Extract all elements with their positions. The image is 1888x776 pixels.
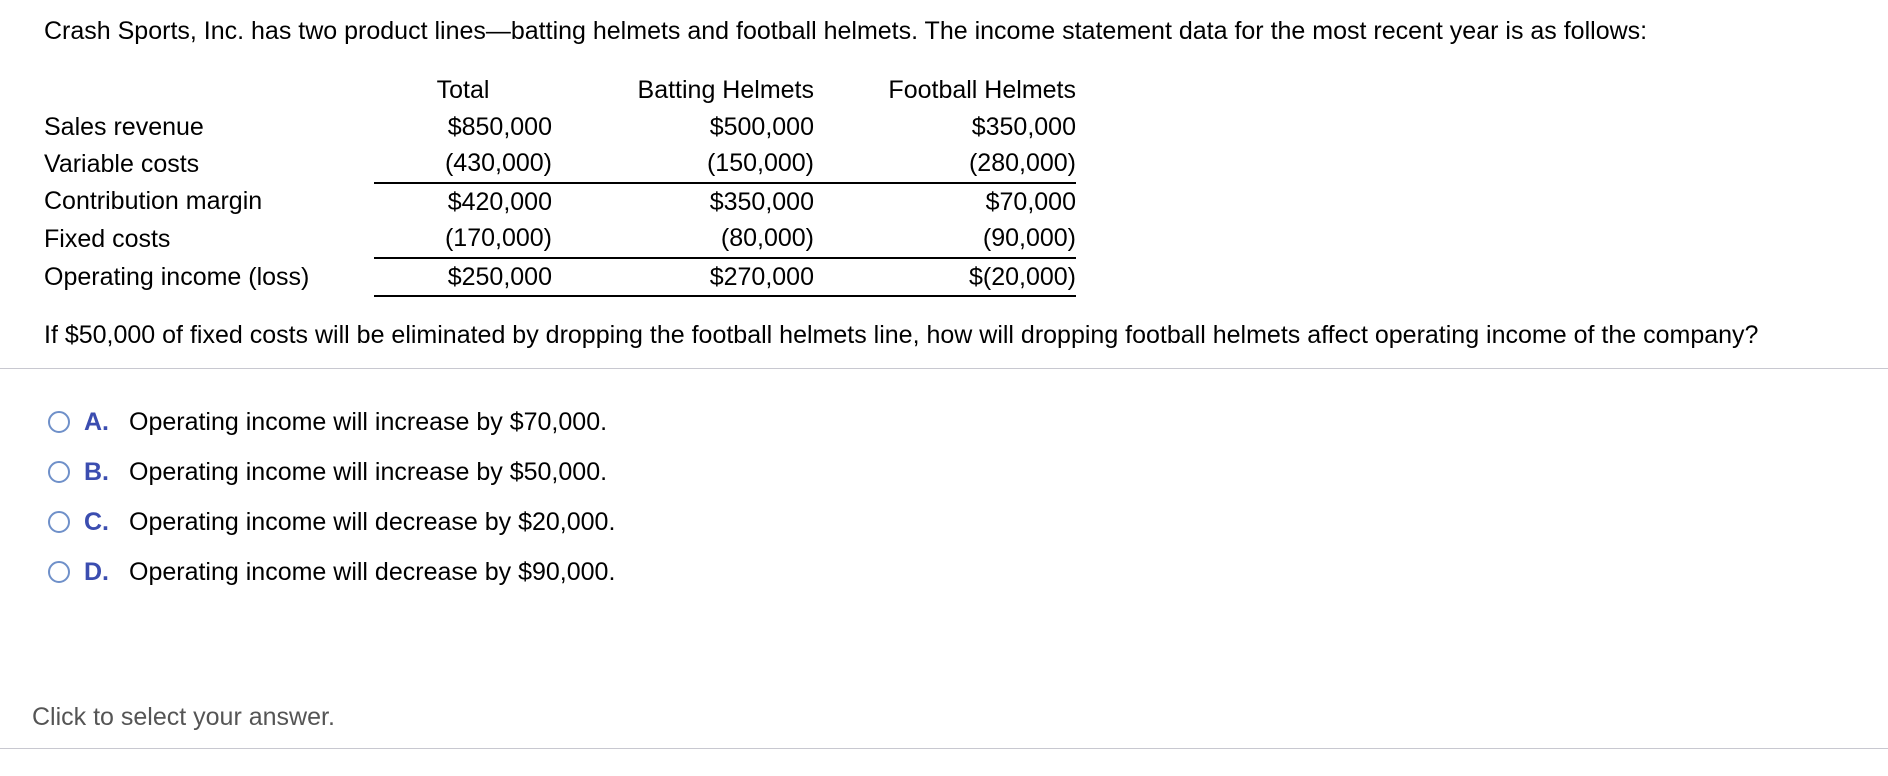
- cell-batting: (80,000): [552, 220, 814, 258]
- option-letter: B.: [84, 457, 109, 486]
- cell-total: $250,000: [374, 258, 552, 297]
- row-label: Operating income (loss): [44, 262, 310, 291]
- table-row: [44, 109, 1076, 146]
- header-football-helmets: Football Helmets: [888, 76, 1076, 104]
- cell-batting: (150,000): [552, 145, 814, 183]
- option-text: Operating income will decrease by $20,000.: [129, 507, 616, 536]
- cell-football: (280,000): [814, 145, 1076, 183]
- cell-football: $(20,000): [814, 258, 1076, 297]
- instruction-text: Click to select your answer.: [32, 703, 335, 731]
- row-label: Variable costs: [44, 149, 200, 178]
- option-a[interactable]: [48, 397, 615, 447]
- row-label: Sales revenue: [44, 112, 204, 141]
- question-divider: [0, 368, 1888, 369]
- problem-intro: Crash Sports, Inc. has two product lines—batting helmets and football helmets. The income statement data for the most recent year is as follows:: [44, 17, 1648, 45]
- income-statement-table: [44, 72, 1076, 297]
- option-d[interactable]: [48, 547, 615, 597]
- table-header-row: [44, 72, 1076, 109]
- radio-button-icon[interactable]: [48, 511, 70, 533]
- option-text: Operating income will increase by $70,000.: [129, 407, 608, 436]
- row-label: Fixed costs: [44, 224, 171, 253]
- option-c[interactable]: [48, 497, 615, 547]
- option-letter: D.: [84, 557, 109, 586]
- radio-button-icon[interactable]: [48, 561, 70, 583]
- header-batting-helmets: Batting Helmets: [637, 76, 814, 104]
- option-letter: A.: [84, 407, 109, 436]
- answer-options: [48, 397, 615, 597]
- question-text: If $50,000 of fixed costs will be eliminated by dropping the football helmets line, how will dropping football helmets affect operating income of the company?: [44, 321, 1759, 349]
- table-row: [44, 183, 1076, 221]
- option-text: Operating income will decrease by $90,000.: [129, 557, 616, 586]
- table-row: [44, 220, 1076, 258]
- cell-football: $350,000: [971, 112, 1076, 141]
- cell-total: (170,000): [374, 220, 552, 258]
- radio-button-icon[interactable]: [48, 411, 70, 433]
- option-text: Operating income will increase by $50,000.: [129, 457, 608, 486]
- cell-football: (90,000): [814, 220, 1076, 258]
- radio-button-icon[interactable]: [48, 461, 70, 483]
- cell-batting: $350,000: [709, 187, 814, 216]
- cell-batting: $270,000: [552, 258, 814, 297]
- cell-total: $420,000: [447, 187, 552, 216]
- option-letter: C.: [84, 507, 109, 536]
- table-row: [44, 258, 1076, 297]
- cell-batting: $500,000: [709, 112, 814, 141]
- option-b[interactable]: [48, 447, 615, 497]
- cell-total: $850,000: [447, 112, 552, 141]
- header-total: Total: [436, 76, 490, 104]
- table-row: [44, 145, 1076, 183]
- footer-divider: [0, 748, 1888, 749]
- header-blank: [44, 72, 374, 109]
- cell-total: (430,000): [374, 145, 552, 183]
- cell-football: $70,000: [985, 187, 1076, 216]
- row-label: Contribution margin: [44, 187, 263, 215]
